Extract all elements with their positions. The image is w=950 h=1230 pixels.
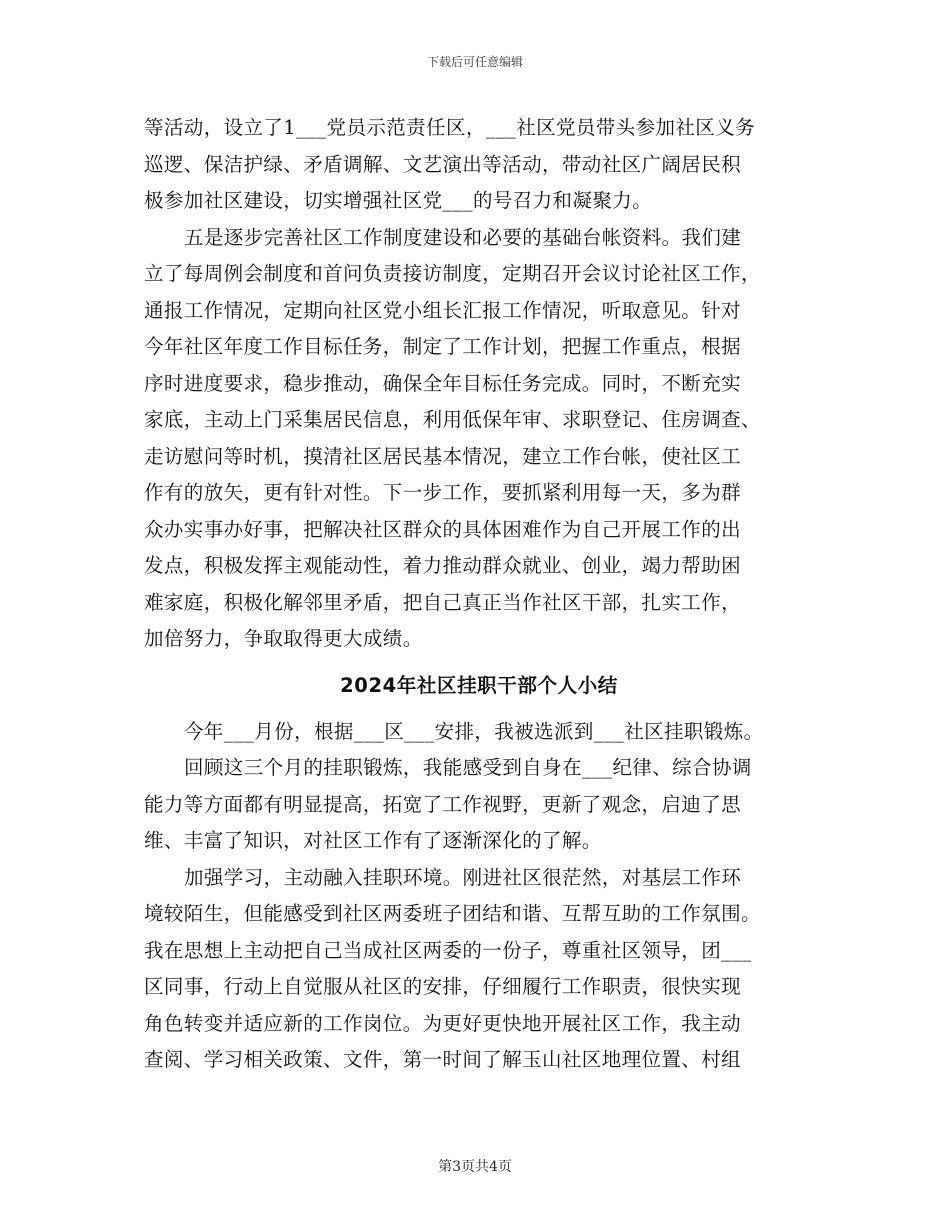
- text-line: 查阅、学习相关政策、文件，第一时间了解玉山社区地理位置、村组: [144, 1048, 742, 1071]
- text-line: 家底，主动上门采集居民信息，利用低保年审、求职登记、住房调查、: [144, 408, 761, 431]
- text-line: 境较陌生，但能感受到社区两委班子团结和谐、互帮互助的工作氛围。: [144, 902, 761, 925]
- text-line: 加强学习，主动融入挂职环境。刚进社区很茫然，对基层工作环: [184, 865, 742, 889]
- text-line: 走访慰问等时机，摸清社区居民基本情况，建立工作台帐，使社区工: [144, 444, 742, 468]
- section-title: 2024年社区挂职干部个人小结: [340, 673, 618, 697]
- page-header-note: 下载后可任意编辑: [426, 55, 523, 69]
- document-body: [144, 110, 814, 1079]
- text-line: 角色转变并适应新的工作岗位。为更好更快地开展社区工作，我主动: [144, 1011, 742, 1035]
- paragraph-review: [144, 750, 814, 860]
- text-line: 能力等方面都有明显提高，拓宽了工作视野，更新了观念，启迪了思: [144, 792, 742, 816]
- text-line: 我在思想上主动把自己当成社区两委的一份子，尊重社区领导，团___: [144, 938, 752, 962]
- paragraph-continued: [144, 110, 814, 220]
- text-line: 立了每周例会制度和首问负责接访制度，定期召开会议讨论社区工作，: [144, 262, 761, 285]
- text-line: 众办实事办好事，把解决社区群众的具体困难作为自己开展工作的出: [144, 517, 742, 541]
- text-line: 回顾这三个月的挂职锻炼，我能感受到自身在___纪律、综合协调: [184, 756, 752, 779]
- text-line: 发点，积极发挥主观能动性，着力推动群众就业、创业，竭力帮助困: [144, 554, 742, 577]
- text-line: 等活动，设立了1___党员示范责任区，___社区党员带头参加社区义务: [144, 116, 756, 139]
- text-line: 区同事，行动上自觉服从社区的安排，仔细履行工作职责，很快实现: [144, 975, 742, 998]
- text-line: 通报工作情况，定期向社区党小组长汇报工作情况，听取意见。针对: [144, 298, 742, 322]
- paragraph-fifth-point: [144, 220, 814, 658]
- paragraph-intro: [144, 714, 814, 751]
- text-line: 五是逐步完善社区工作制度建设和必要的基础台帐资料。我们建: [184, 225, 742, 249]
- text-line: 维、丰富了知识，对社区工作有了逐渐深化的了解。: [144, 829, 602, 852]
- text-line: 难家庭，积极化解邻里矛盾，把自己真正当作社区干部，扎实工作，: [144, 590, 742, 614]
- text-line: 今年社区年度工作目标任务，制定了工作计划，把握工作重点，根据: [144, 335, 742, 358]
- page-number: 第3页共4页: [438, 1159, 512, 1175]
- text-line: 极参加社区建设，切实增强社区党___的号召力和凝聚力。: [144, 189, 653, 212]
- text-line: 加倍努力，争取取得更大成绩。: [144, 627, 423, 650]
- text-line: 作有的放矢，更有针对性。下一步工作，要抓紧利用每一天，多为群: [144, 481, 742, 504]
- paragraph-study: [144, 860, 814, 1079]
- text-line: 今年___月份，根据___区___安排，我被选派到___社区挂职锻炼。: [184, 719, 764, 743]
- text-line: 序时进度要求，稳步推动，确保全年目标任务完成。同时，不断充实: [144, 371, 742, 395]
- text-line: 巡逻、保洁护绿、矛盾调解、文艺演出等活动，带动社区广阔居民积: [144, 152, 742, 176]
